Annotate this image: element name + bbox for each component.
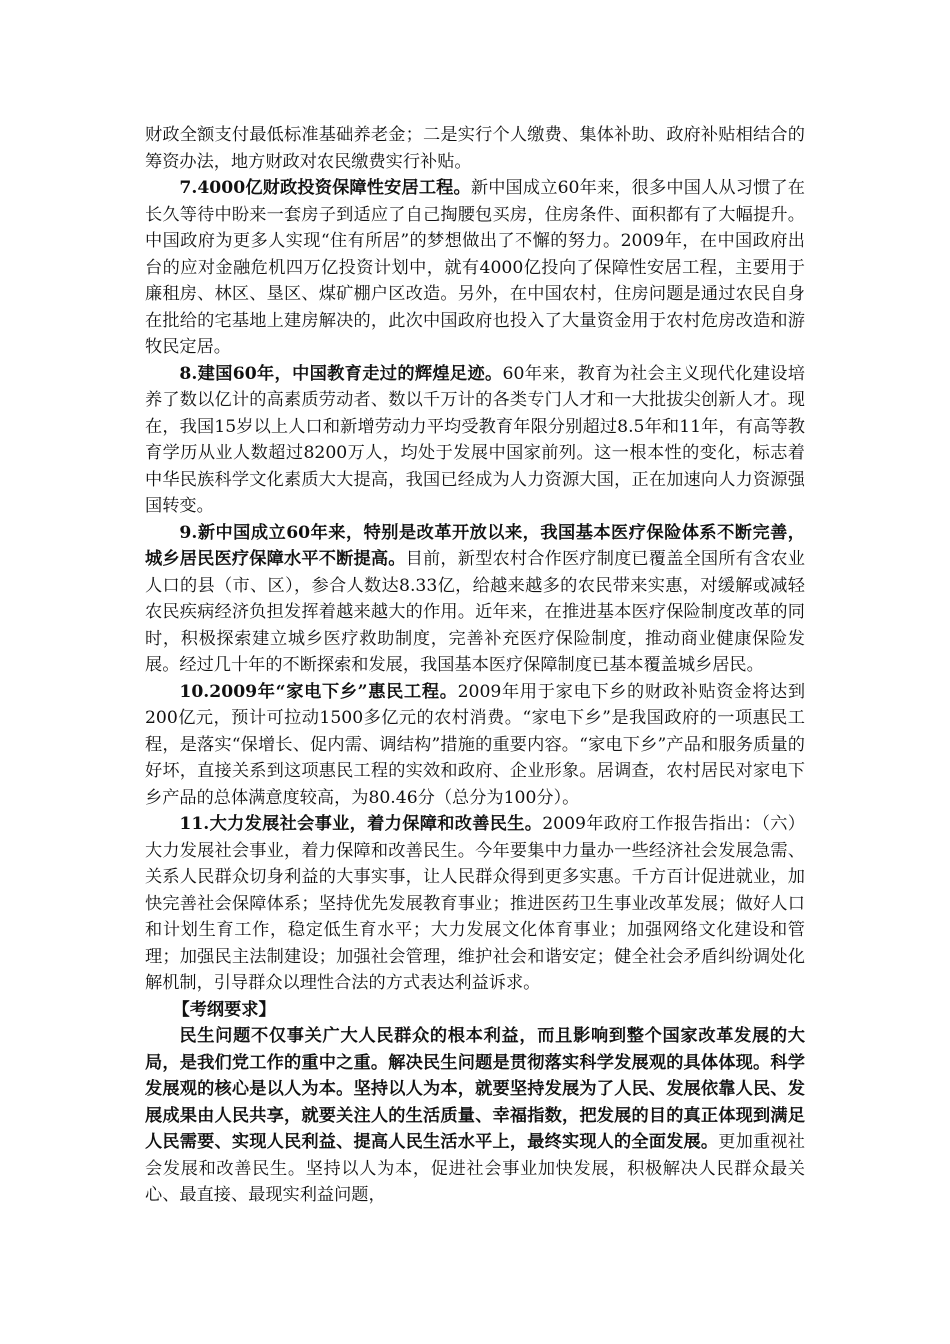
- paragraph-medical: [145, 520, 805, 679]
- paragraph-requirements: [145, 1023, 805, 1209]
- document-page: [145, 122, 805, 1209]
- paragraph-text: 新中国成立60年来，很多中国人从习惯了在长久等待中盼来一套房子到适应了自己掏腰包买房，住房条件、面积都有了大幅提升。中国政府为更多人实现“住有所居”的梦想做出了不懈的努力。2009年，在中国政府出台的应对金融危机四万亿投资计划中，就有4000亿投向了保障性安居工程，主要用于廉租房、林区、垦区、煤矿棚户区改造。另外，在中国农村，住房问题是通过农民自身在批给的宅基地上建房解决的，此次中国政府也投入了大量资金用于农村危房改造和游牧民定居。: [145, 178, 805, 357]
- paragraph-text: 60年来，教育为社会主义现代化建设培养了数以亿计的高素质劳动者、数以千万计的各类专门人才和一大批拔尖创新人才。现在，我国15岁以上人口和新增劳动力平均受教育年限分别超过8.5年和11年，有高等教育学历从业人数超过8200万人，均处于发展中国家前列。这一根本性的变化，标志着中华民族科学文化素质大大提高，我国已经成为人力资源大国，正在加速向人力资源强国转变。: [145, 363, 805, 516]
- paragraph-text: 更加重视社会发展和改善民生。坚持以人为本，促进社会事业加快发展，积极解决人民群众最关心、最直接、最现实利益问题，: [145, 1132, 805, 1205]
- paragraph-heading: 8.建国60年，中国教育走过的辉煌足迹。: [179, 363, 503, 384]
- paragraph-heading: 11.大力发展社会事业，着力保障和改善民生。: [179, 814, 543, 834]
- section-title: 【考纲要求】: [172, 999, 276, 1020]
- paragraph-bold-text: 民生问题不仅事关广大人民群众的根本利益，而且影响到整个国家改革发展的大局，是我们党工作的重中之重。解决民生问题是贯彻落实科学发展观的具体体现。科学发展观的核心是以人为本。坚持以人为本，就要坚持发展为了人民、发展依靠人民、发展成果由人民共享，就要关注人的生活质量、幸福指数，把发展的目的真正体现到满足人民需要、实现人民利益、提高人民生活水平上，最终实现人的全面发展。: [145, 1026, 805, 1152]
- paragraph-housing: [145, 175, 805, 361]
- paragraph-heading: 10.2009年“家电下乡”惠民工程。: [179, 681, 458, 702]
- paragraph-text: 财政全额支付最低标准基础养老金；二是实行个人缴费、集体补助、政府补贴相结合的筹资办法，地方财政对农民缴费实行补贴。: [145, 125, 805, 172]
- paragraph-heading: 9.新中国成立60年来，特别是改革开放以来，我国基本医疗保险体系不断完善，城乡居民医疗保障水平不断提高。: [145, 522, 805, 569]
- paragraph-social-undertakings: [145, 811, 805, 997]
- paragraph-heading: 7.4000亿财政投资保障性安居工程。: [179, 178, 471, 198]
- paragraph-text: 2009年用于家电下乡的财政补贴资金将达到200亿元，预计可拉动1500多亿元的农村消费。“家电下乡”是我国政府的一项惠民工程，是落实“保增长、促内需、调结构”措施的重要内容。“家电下乡”产品和服务质量的好坏，直接关系到这项惠民工程的实效和政府、企业形象。居调查，农村居民对家电下乡产品的总体满意度较高，为80.46分（总分为100分）。: [145, 681, 806, 808]
- paragraph-text: 2009年政府工作报告指出：（六）大力发展社会事业，着力保障和改善民生。今年要集中力量办一些经济社会发展急需、关系人民群众切身利益的大事实事，让人民群众得到更多实惠。千方百计促进就业，加快完善社会保障体系；坚持优先发展教育事业；推进医药卫生事业改革发展；做好人口和计划生育工作，稳定低生育水平；大力发展文化体育事业；加强网络文化建设和管理；加强民主法制建设；加强社会管理，维护社会和谐安定；健全社会矛盾纠纷调处化解机制，引导群众以理性合法的方式表达利益诉求。: [145, 814, 805, 993]
- paragraph-text: 目前，新型农村合作医疗制度已覆盖全国所有含农业人口的县（市、区），参合人数达8.33亿，给越来越多的农民带来实惠，对缓解或减轻农民疾病经济负担发挥着越来越大的作用。近年来，在推进基本医疗保险制度改革的同时，积极探索建立城乡医疗救助制度，完善补充医疗保险制度，推动商业健康保险发展。经过几十年的不断探索和发展，我国基本医疗保障制度已基本覆盖城乡居民。: [145, 549, 805, 675]
- paragraph-education: [145, 361, 805, 520]
- paragraph-pension: [145, 122, 805, 175]
- paragraph-appliances: [145, 679, 805, 812]
